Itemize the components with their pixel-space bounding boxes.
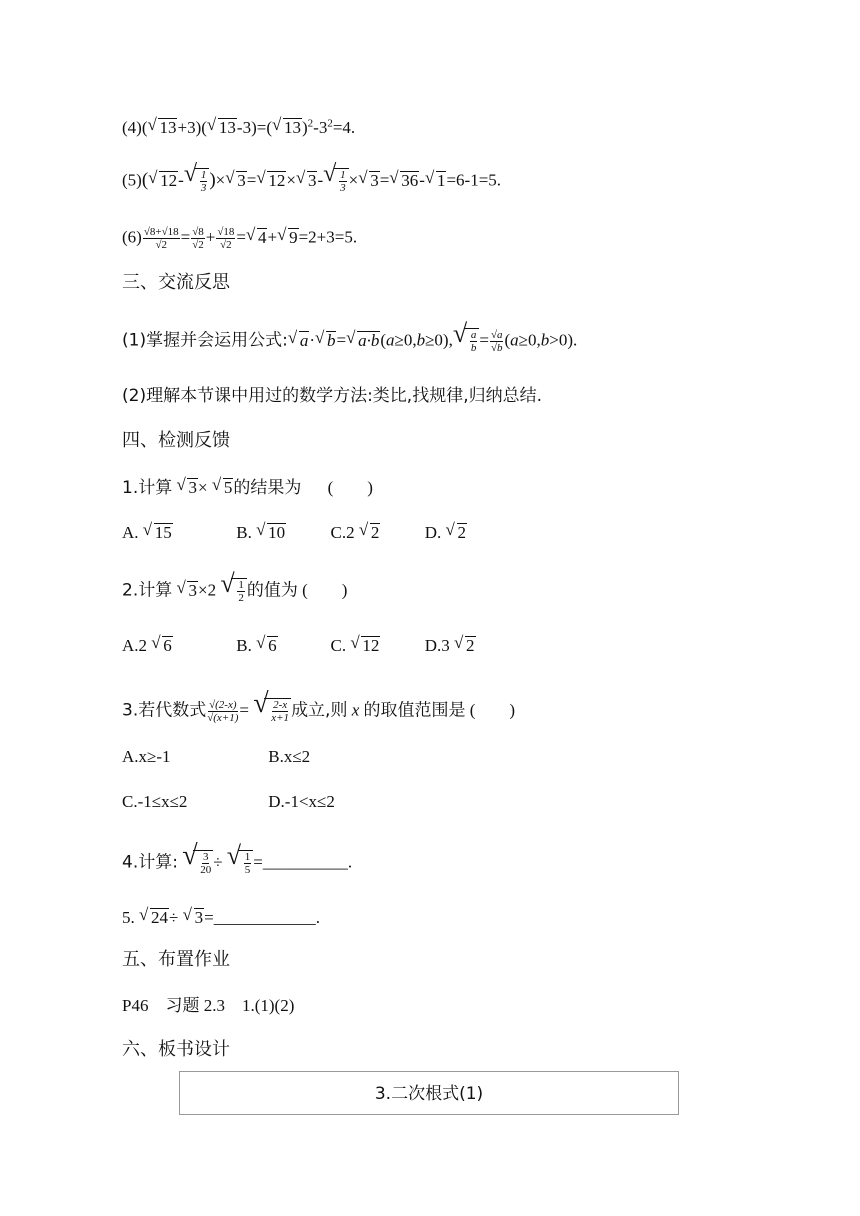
question-1-options: A. √ 15 B. √ 10 C.2 √ 2 D. √ 2	[122, 520, 467, 542]
equation-5: (5)( √ 12- √ $\frac{1}{3}$ )× √ 3= √ 12× √ 3- √ $\frac{1}{3}$ × √ 3= √ 36- √ 1=6-1=5.	[122, 161, 502, 195]
section-heading-4: 四、检测反馈	[122, 430, 230, 451]
board-design-box	[179, 1071, 679, 1115]
section-heading-5: 五、布置作业	[122, 949, 230, 970]
board-title: 3.二次根式(1)	[374, 1084, 484, 1104]
equation-6: (6) $\frac{√8+√18}{√2}$ = $\frac{√8}{√2}$ + $\frac{√18}{√2}$ = √ 4+ √ 9=2+3=5.	[122, 224, 358, 252]
question-4: 4.计算: √ $\frac{3}{20}$ ÷ √ $\frac{1}{5}$ =__________.	[122, 840, 353, 877]
question-5: 5. √ 24÷ √ 3=____________.	[122, 905, 320, 927]
question-3-options-row1: A.x≥-1 B.x≤2	[122, 747, 311, 766]
question-2: 2.计算 √ 3×2 √ $\frac{1}{2}$ 的值为 ( )	[122, 569, 348, 605]
homework-text: P46 习题 2.3 1.(1)(2)	[122, 996, 295, 1015]
question-2-options: A.2 √ 6 B. √ 6 C. √ 12 D.3 √ 2	[122, 633, 475, 655]
reflection-1: (1)掌握并会运用公式: √ a· √ b= √ a·b(a≥0,b≥0), √ $\frac{a}{b}$ = $\frac{√a}{√b}$ (a≥0,b>0).	[122, 319, 578, 355]
equation-4: (4)( √ 13+3)( √ 13-3)=( √ $13)^2-3^2=4$.	[122, 115, 356, 137]
section-heading-3: 三、交流反思	[122, 272, 230, 293]
reflection-2: (2)理解本节课中用过的数学方法:类比,找规律,归纳总结.	[122, 386, 543, 406]
question-1: 1.计算 √ 3× √ 5的结果为 ( )	[122, 475, 373, 498]
section-heading-6: 六、板书设计	[122, 1039, 230, 1060]
question-3-options-row2: C.-1≤x≤2 D.-1<x≤2	[122, 792, 335, 811]
question-3: 3.若代数式 $\frac{√(2-x)}{√(x+1)}$ = √ $\frac{2-x}{x+1}$ 成立,则 x 的取值范围是 ( )	[122, 688, 516, 725]
